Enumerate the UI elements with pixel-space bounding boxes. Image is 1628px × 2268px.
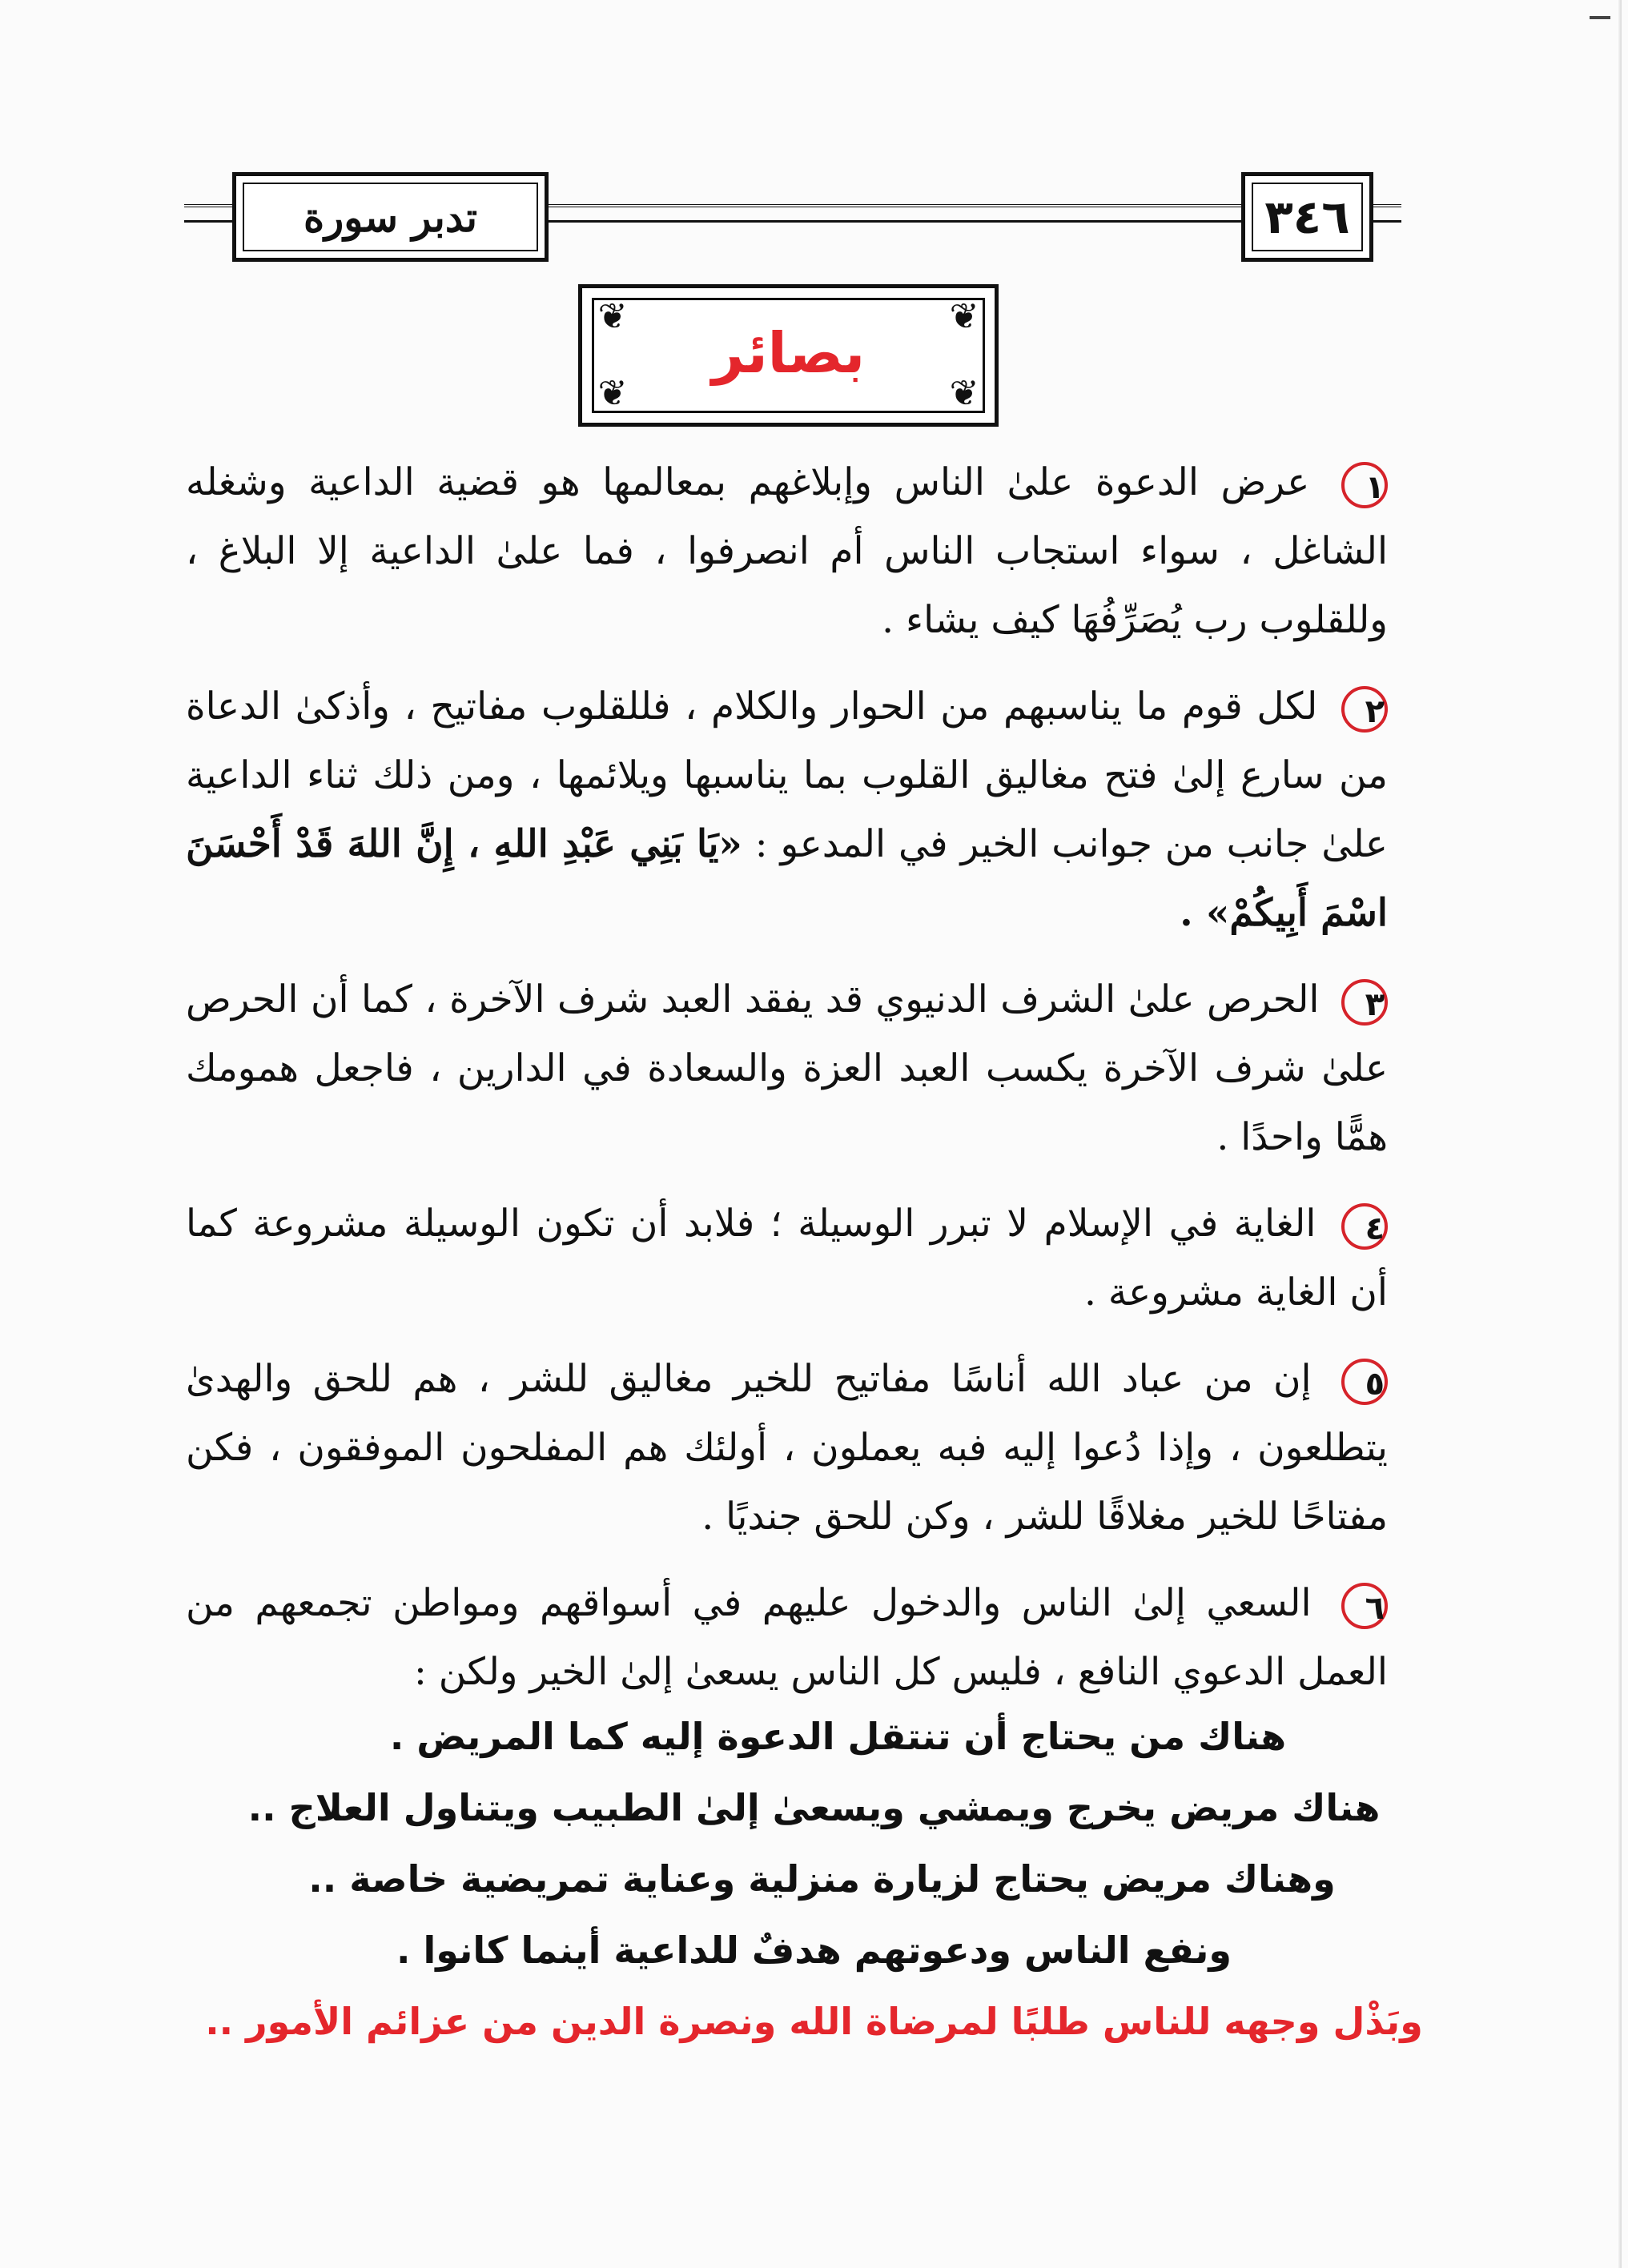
header-rule [549, 204, 1241, 207]
page-number-frame [1241, 172, 1373, 262]
header-rule [549, 220, 1241, 223]
point-text: لكل قوم ما يناسبهم من الحوار والكلام ، فللقلوب مفاتيح ، وأذكىٰ الدعاة من سارع إلىٰ فتح مغاليق القلوب بما يناسبها ويلائمها ، ومن ذلك ثناء الداعية علىٰ جانب من جوانب الخير في المدعو : [186, 684, 1388, 866]
book-title-frame [232, 172, 549, 262]
point-number-badge: ٦ [1341, 1583, 1388, 1629]
closing-red-line: وبَذْل وجهه للناس طلبًا لمرضاة الله ونصرة الدين من عزائم الأمور .. [205, 2000, 1423, 2043]
point-paragraph [186, 1190, 1388, 1327]
point-number-badge: ٥ [1341, 1359, 1388, 1405]
point-number-badge: ٤ [1341, 1203, 1388, 1250]
header-rule [1373, 220, 1401, 223]
page-header [184, 172, 1401, 267]
ornament-icon: ❦ [597, 296, 628, 337]
section-heading-frame [578, 284, 999, 427]
ornament-icon: ❦ [949, 373, 979, 414]
verse-line: ونفع الناس ودعوتهم هدفٌ للداعية أينما كانوا . [396, 1929, 1232, 1972]
section-title: بصائر [711, 320, 866, 386]
page-edge [1618, 0, 1622, 2268]
page-number: ٣٤٦ [1264, 190, 1350, 244]
point-number-badge: ٢ [1341, 686, 1388, 733]
book-title: تدبر سورة [303, 193, 478, 241]
header-rule [184, 220, 232, 223]
point-paragraph [186, 448, 1388, 655]
point-number-badge: ٣ [1341, 979, 1388, 1026]
point-text: إن من عباد الله أناسًا مفاتيح للخير مغاليق للشر ، هم للحق والهدىٰ يتطلعون ، وإذا دُعوا إليه فبه يعملون ، أولئك هم المفلحون الموفقون ، فكن مفتاحًا للخير مغلاقًا للشر ، وكن للحق جنديًا . [186, 1357, 1388, 1539]
ornament-icon: ❦ [949, 296, 979, 337]
point-text: عرض الدعوة علىٰ الناس وإبلاغهم بمعالمها هو قضية الداعية وشغله الشاغل ، سواء استجاب الناس أم انصرفوا ، فما علىٰ الداعية إلا البلاغ ، وللقلوب رب يُصَرِّفُهَا كيف يشاء . [186, 460, 1388, 642]
point-paragraph [186, 1345, 1388, 1551]
verse-line: وهناك مريض يحتاج لزيارة منزلية وعناية تمريضية خاصة .. [308, 1857, 1336, 1901]
point-number-badge: ١ [1341, 462, 1388, 508]
header-rule [1373, 204, 1401, 207]
body-text [186, 448, 1388, 1724]
header-rule [184, 204, 232, 207]
point-text: الغاية في الإسلام لا تبرر الوسيلة ؛ فلابد أن تكون الوسيلة مشروعة كما أن الغاية مشروعة . [186, 1202, 1388, 1315]
closing-verses [186, 1701, 1442, 2057]
hadith-quote: «يَا بَنِي عَبْدِ اللهِ ، إِنَّ اللهَ قَدْ أَحْسَنَ اسْمَ أَبِيكُمْ» . [186, 822, 1388, 935]
point-paragraph [186, 1569, 1388, 1707]
verse-line: هناك مريض يخرج ويمشي ويسعىٰ إلىٰ الطبيب ويتناول العلاج .. [247, 1786, 1381, 1829]
point-paragraph [186, 672, 1388, 948]
point-text: الحرص علىٰ الشرف الدنيوي قد يفقد العبد شرف الآخرة ، كما أن الحرص علىٰ شرف الآخرة يكسب العبد العزة والسعادة في الدارين ، فاجعل همومك همًّا واحدًا . [186, 977, 1388, 1159]
verse-line: هناك من يحتاج أن تنتقل الدعوة إليه كما المريض . [389, 1715, 1287, 1758]
scan-mark [1590, 16, 1610, 19]
ornament-icon: ❦ [597, 373, 628, 414]
point-text: السعي إلىٰ الناس والدخول عليهم في أسواقهم ومواطن تجمعهم من العمل الدعوي النافع ، فليس كل الناس يسعىٰ إلىٰ الخير ولكن : [186, 1581, 1388, 1694]
point-paragraph [186, 965, 1388, 1172]
